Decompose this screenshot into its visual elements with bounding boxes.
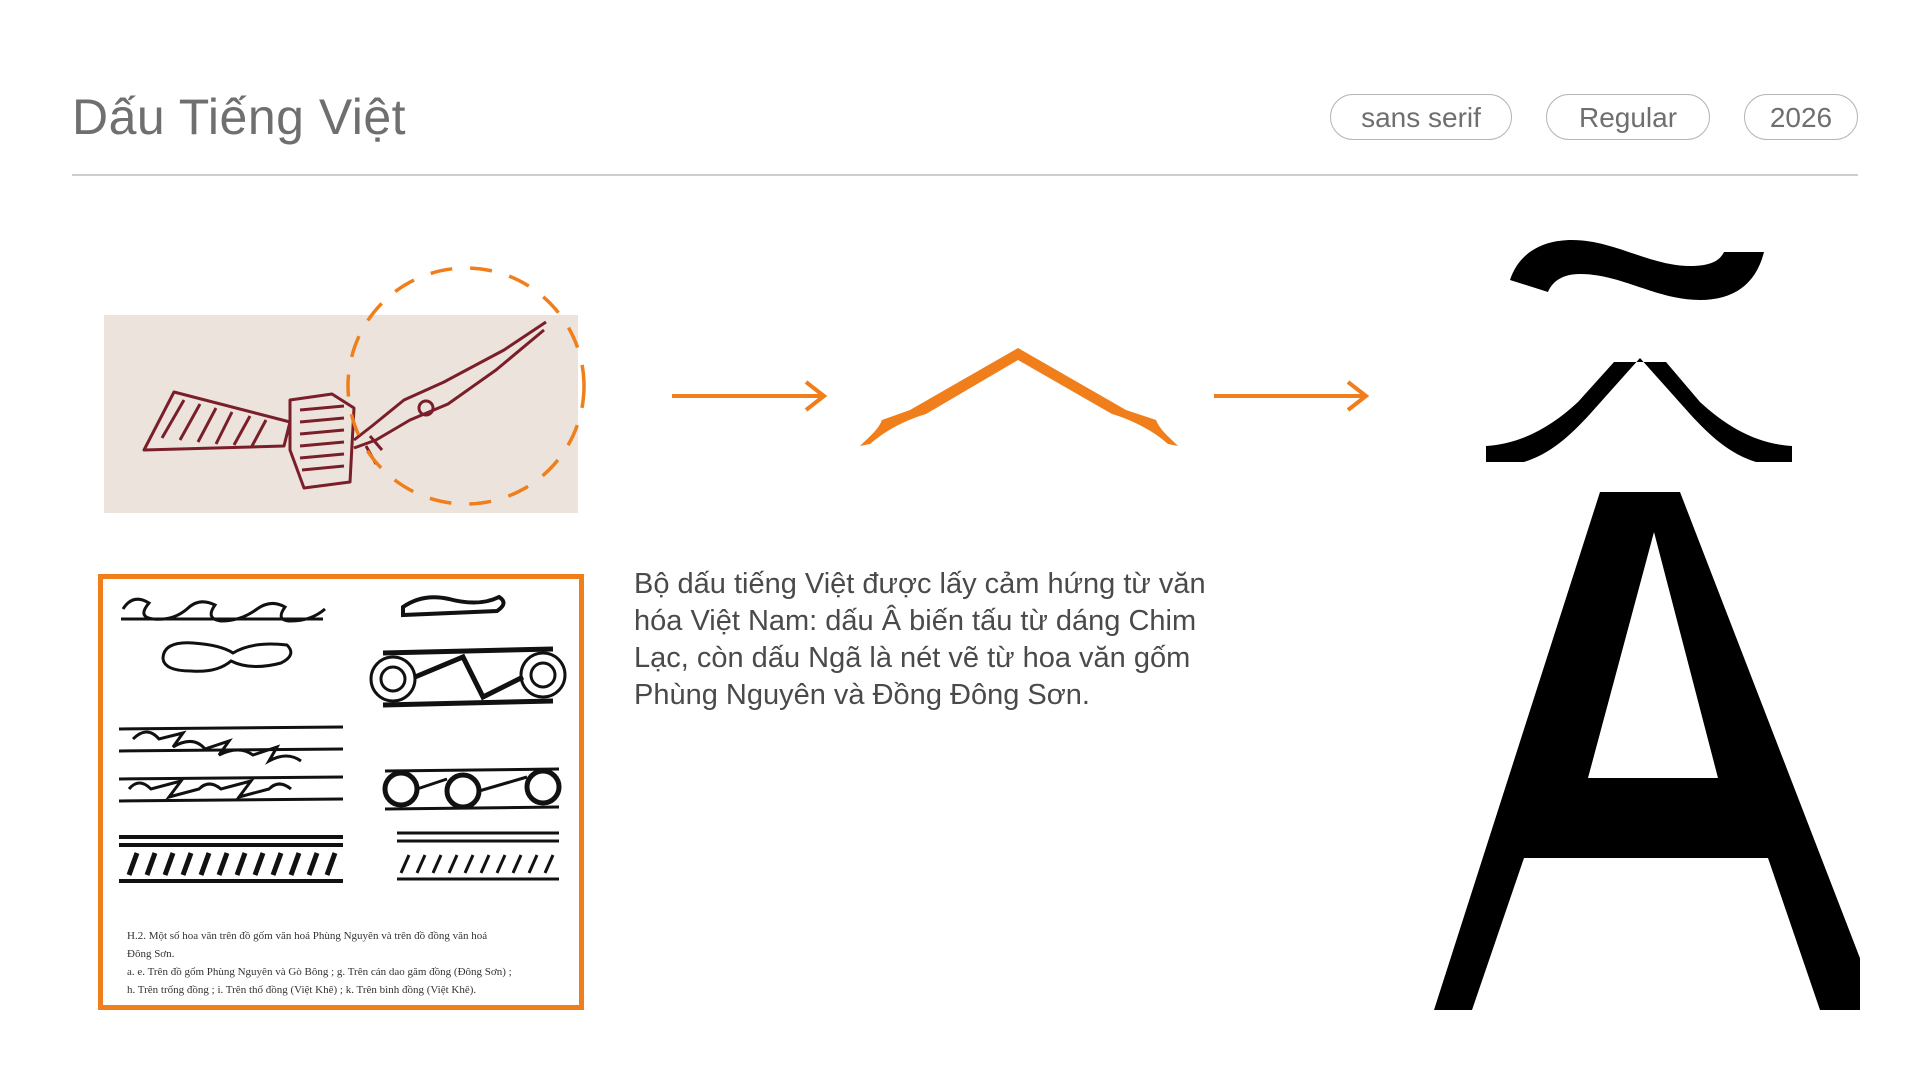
year-tag: 2026 [1744, 94, 1858, 140]
circumflex-stroke-icon [856, 348, 1186, 458]
caption-line: Đông Sơn. [127, 948, 175, 960]
arrow-right-icon [670, 376, 830, 416]
caption-line: H.2. Một số hoa văn trên đồ gốm văn hoá Phùng Nguyên và trên đồ đồng văn hoá [127, 930, 488, 942]
weight-tag: Regular [1546, 94, 1710, 140]
header-divider [72, 174, 1858, 176]
highlight-circle [348, 268, 584, 504]
description-text: Bộ dấu tiếng Việt được lấy cảm hứng từ văn hóa Việt Nam: dấu Â biến tấu từ dáng Chim Lạc, còn dấu Ngã là nét vẽ từ hoa văn gốm Phùng Nguyên và Đồng Đông Sơn. [634, 568, 1206, 711]
arrow-right-icon [1212, 376, 1372, 416]
pattern-reference-panel [98, 574, 584, 1010]
lac-bird-image [104, 250, 604, 510]
caption-line: h. Trên trống đồng ; i. Trên thố đồng (Việt Khê) ; k. Trên bình đồng (Việt Khê). [127, 984, 477, 996]
caption-line: a. e. Trên đồ gốm Phùng Nguyên và Gò Bông ; g. Trên cán dao găm đồng (Đông Sơn) ; [127, 966, 512, 978]
a-with-circumflex-and-tilde-glyph-icon [1400, 240, 1860, 1010]
style-tag: sans serif [1330, 94, 1512, 140]
pottery-patterns-image [103, 579, 579, 919]
page-title: Dấu Tiếng Việt [72, 89, 407, 145]
patterns-caption [127, 927, 567, 999]
